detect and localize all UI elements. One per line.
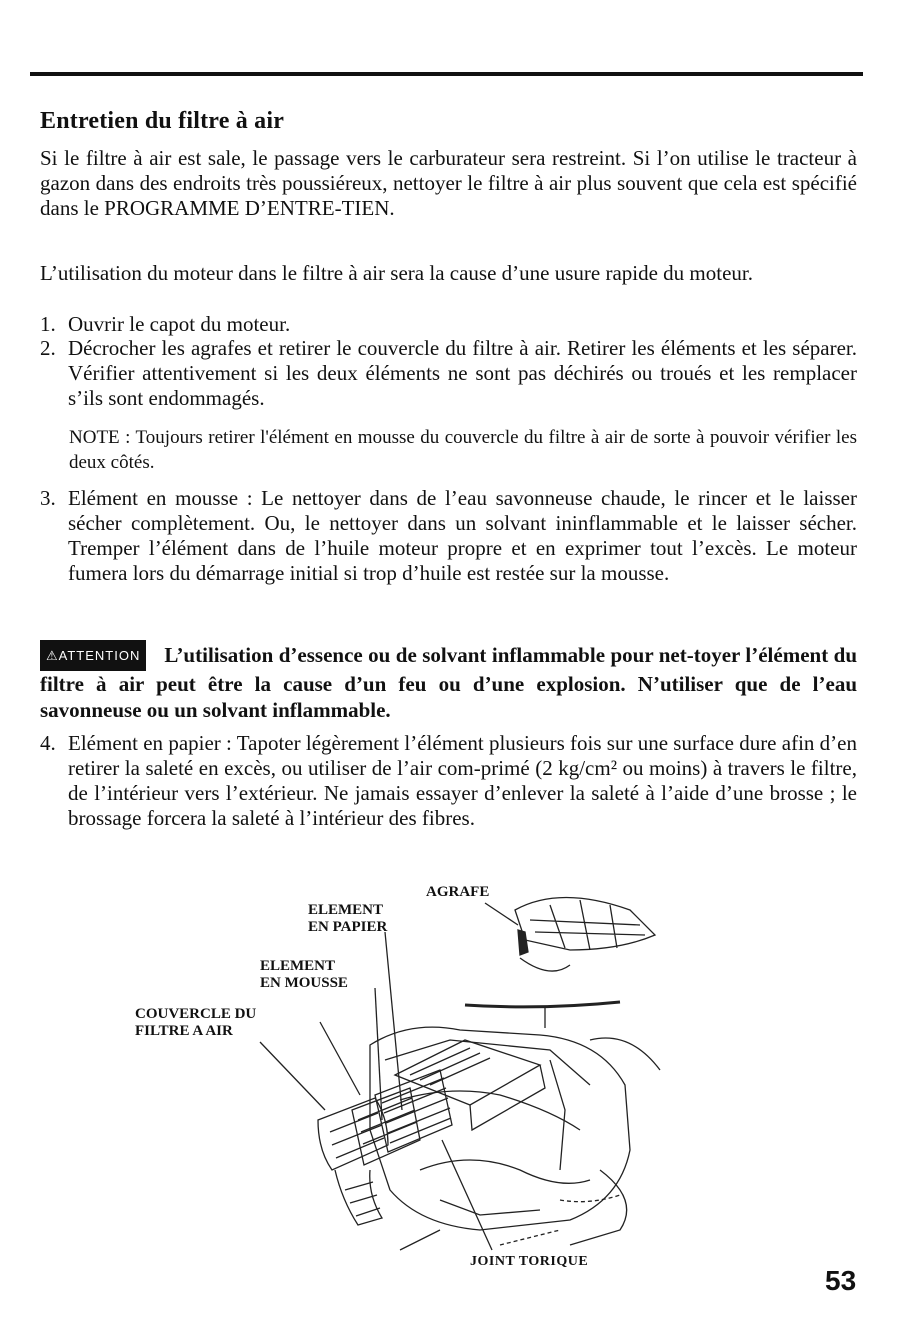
step-number: 4.	[40, 731, 56, 755]
step-text: Ouvrir le capot du moteur.	[68, 312, 291, 336]
top-rule	[30, 72, 863, 76]
step-1	[40, 312, 857, 337]
step-number: 3.	[40, 486, 56, 510]
label-element-mousse: ELEMENT EN MOUSSE	[260, 958, 348, 991]
label-element-papier: ELEMENT EN PAPIER	[308, 902, 388, 935]
label-couvercle: COUVERCLE DU FILTRE A AIR	[135, 1006, 257, 1039]
step-3	[40, 486, 857, 586]
step-text: Elément en mousse : Le nettoyer dans de l’eau savonneuse chaude, le rincer et le laisser sécher complètement. Ou, le nettoyer dans un solvant ininflammable et le laisser sécher. Tremper l’élément dans de l’huile moteur propre et en exprimer tout l’excès. Le moteur fumera lors du démarrage initial si trop d’huile est restée sur la mousse.	[68, 486, 857, 585]
step-number: 2.	[40, 336, 56, 360]
wear-paragraph: L’utilisation du moteur dans le filtre à air sera la cause d’une usure rapide du moteur.	[40, 261, 753, 285]
warning-text: L’utilisation d’essence ou de solvant inflammable pour net-toyer l’élément du filtre à air peut être la cause d’un feu ou d’une explosion. N’utiliser que de l’eau savonneuse ou un solvant inflammable.	[40, 643, 857, 722]
section-heading: Entretien du filtre à air	[40, 108, 285, 134]
step-text: Décrocher les agrafes et retirer le couvercle du filtre à air. Retirer les éléments et les séparer. Vérifier attentivement si les deux éléments ne sont pas déchirés ou troués et les remplacer s’ils sont endommagés.	[68, 336, 857, 410]
step-2	[40, 336, 857, 411]
step-4	[40, 731, 857, 831]
label-agrafe: AGRAFE	[426, 884, 490, 900]
step-number: 1.	[40, 312, 56, 336]
intro-paragraph: Si le filtre à air est sale, le passage vers le carburateur sera restreint. Si l’on utilise le tracteur à gazon dans des endroits très poussiéreux, nettoyer le filtre à air plus souvent que cela est spécifié dans le PROGRAMME D’ENTRE-TIEN.	[40, 146, 857, 220]
attention-badge: ⚠ATTENTION	[40, 640, 146, 671]
air-filter-illustration	[120, 870, 680, 1290]
engine-drawing	[120, 870, 680, 1290]
label-joint-torique: JOINT TORIQUE	[470, 1254, 589, 1269]
warning-block	[40, 640, 857, 723]
page-number: 53	[825, 1265, 857, 1296]
step-text: Elément en papier : Tapoter légèrement l’élément plusieurs fois sur une surface dure afin d’en retirer la saleté en excès, ou utiliser de l’air com-primé (2 kg/cm² ou moins) à travers le filtre, de l’intérieur vers l’extérieur. Ne jamais essayer d’enlever la saleté à l’aide d’une brosse ; le brossage forcera la saleté à l’intérieur des fibres.	[68, 731, 857, 830]
note-text: NOTE : Toujours retirer l'élément en mousse du couvercle du filtre à air de sorte à pouvoir vérifier les deux côtés.	[69, 427, 857, 473]
